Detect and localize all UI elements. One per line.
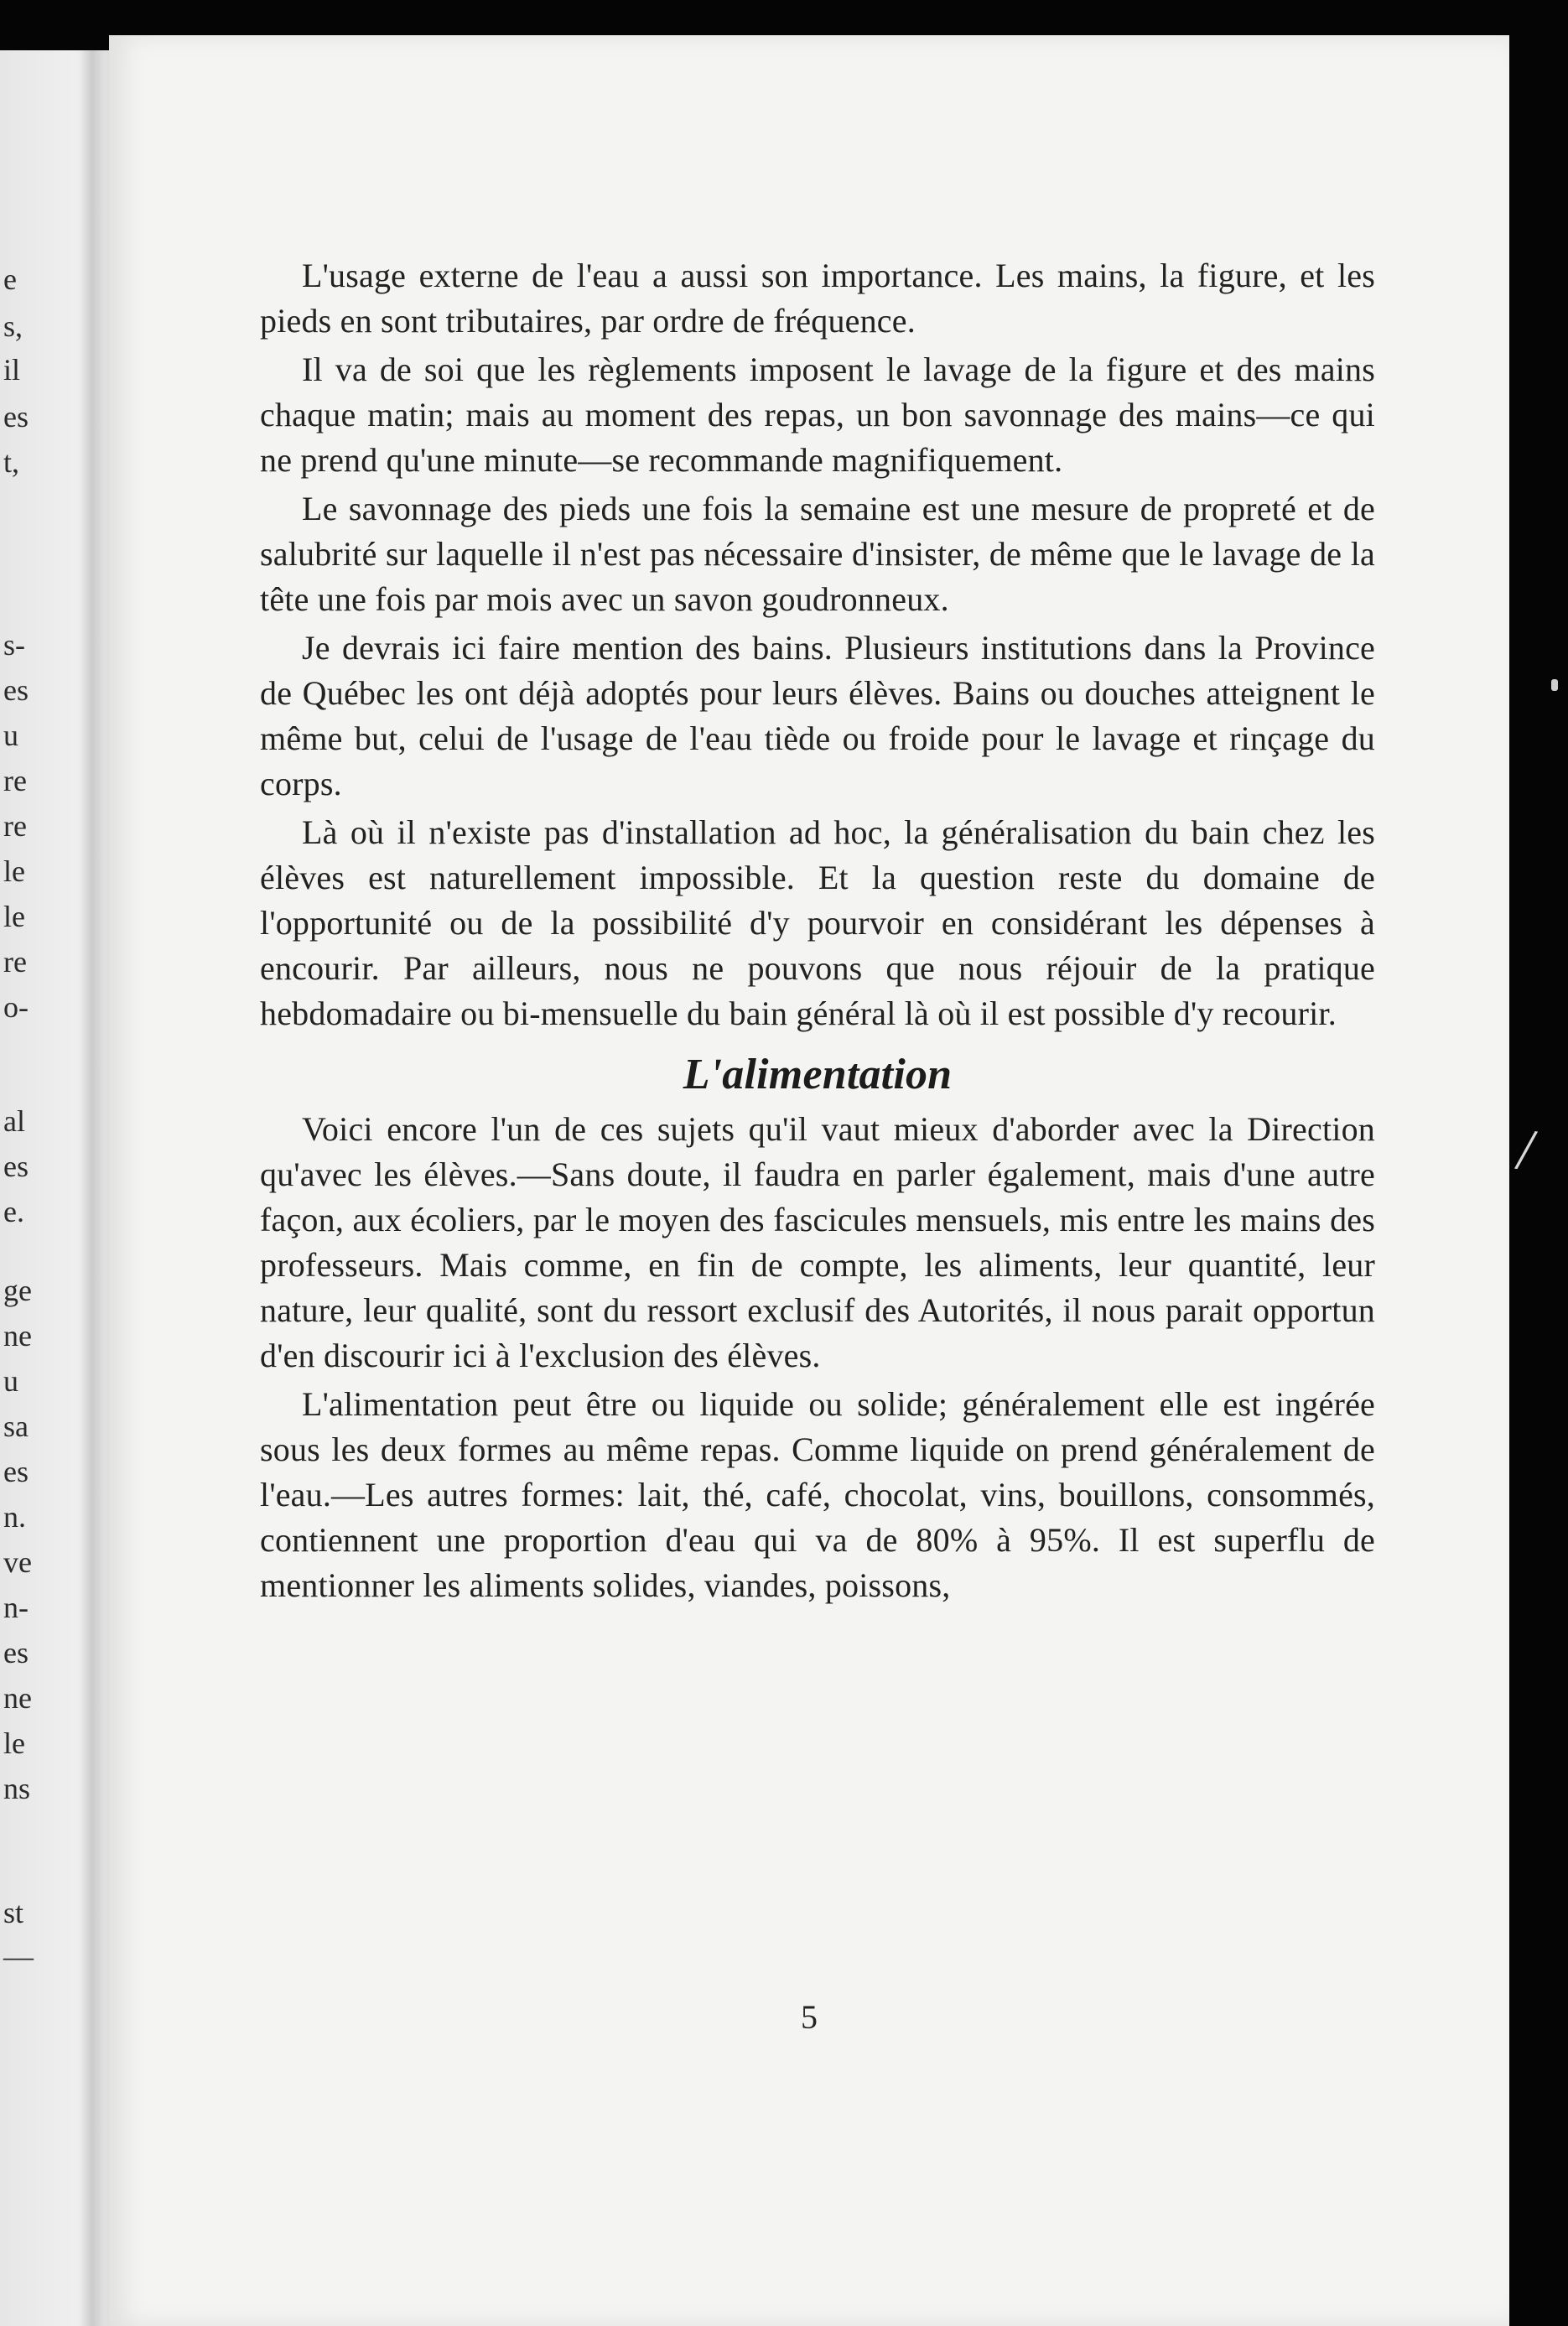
scan-artifact-mark: / <box>1512 1114 1540 1185</box>
fragment: n- <box>3 1591 29 1624</box>
fragment: re <box>3 809 27 843</box>
paragraph-bath-installation: Là où il n'existe pas d'installation ad hoc, la généralisation du bain chez les élèves est naturellement impossible. Et la question reste du domaine de l'opportunité ou de la possibilité d'y pourvoir en considérant les dépenses à encourir. Par ailleurs, nous ne pouvons que nous réjouir de la pratique hebdomadaire ou bi-mensuelle du bain général là où il est possible d'y recourir. <box>260 813 1375 1032</box>
fragment: u <box>3 1364 18 1398</box>
fragment: re <box>3 945 27 979</box>
fragment: le <box>3 1726 25 1760</box>
fragment: n. <box>3 1500 26 1534</box>
fragment: st <box>3 1896 24 1929</box>
paragraph-washing-rules: Il va de soi que les règlements imposent le lavage de la figure et des mains chaque matin; mais au moment des repas, un bon savonnage des mains—ce qui ne prend qu'une minute—se recommande magnifiquement. <box>260 350 1375 479</box>
fragment: al <box>3 1104 25 1138</box>
fragment: o- <box>3 990 29 1024</box>
book-gutter <box>80 50 105 2326</box>
fragment: es <box>3 673 29 707</box>
fragment: es <box>3 1150 29 1183</box>
fragment: t, <box>3 445 20 479</box>
fragment: ns <box>3 1772 31 1805</box>
fragment: e. <box>3 1195 24 1228</box>
fragment: es <box>3 1455 29 1488</box>
scan-artifact-dot <box>1551 679 1558 691</box>
left-page-fragments <box>0 0 67 2326</box>
paragraph-nutrition-intro: Voici encore l'un de ces sujets qu'il vaut mieux d'aborder avec la Direction qu'avec les élèves.—Sans doute, il faudra en parler également, mais d'une autre façon, aux écoliers, par le moyen des fascicules mensuels, mis entre les mains des professeurs. Mais comme, en fin de compte, les aliments, leur quantité, leur nature, leur qualité, sont du ressort exclusif des Autorités, il nous parait opportun d'en discourir ici à l'exclusion des élèves. <box>260 1110 1375 1374</box>
page-text-block <box>260 253 1375 1612</box>
document-page <box>109 35 1509 2326</box>
paragraph-nutrition-forms: L'alimentation peut être ou liquide ou solide; généralement elle est ingérée sous les deux formes au même repas. Comme liquide on prend généralement de l'eau.—Les autres formes: lait, thé, café, chocolat, vins, bouillons, consommés, contiennent une proportion d'eau qui va de 80% à 95%. Il est superflu de mentionner les aliments solides, viandes, poissons, <box>260 1385 1375 1604</box>
fragment: es <box>3 1636 29 1669</box>
fragment: il <box>3 353 21 387</box>
fragment: ne <box>3 1319 32 1353</box>
paragraph-baths: Je devrais ici faire mention des bains. Plusieurs institutions dans la Province de Québec les ont déjà adoptés pour leurs élèves. Bains ou douches atteignent le même but, celui de l'usage de l'eau tiède ou froide pour le lavage et rinçage du corps. <box>260 629 1375 802</box>
fragment: es <box>3 400 29 434</box>
fragment: sa <box>3 1410 29 1443</box>
section-heading: L'alimentation <box>683 1051 953 1098</box>
fragment: ve <box>3 1545 32 1579</box>
paragraph-feet-soaping: Le savonnage des pieds une fois la semaine est une mesure de propreté et de salubrité sur laquelle il n'est pas nécessaire d'insister, de même que le lavage de la tête une fois par mois avec un savon goudronneux. <box>260 490 1375 618</box>
fragment: le <box>3 900 25 933</box>
fragment: e <box>3 262 17 296</box>
fragment: s- <box>3 628 25 662</box>
fragment: s, <box>3 309 23 343</box>
fragment: ge <box>3 1274 32 1307</box>
fragment: le <box>3 854 25 888</box>
fragment: ne <box>3 1681 32 1715</box>
page-number: 5 <box>801 1998 818 2036</box>
fragment: u <box>3 719 18 752</box>
fragment: re <box>3 764 27 797</box>
fragment: — <box>3 1939 34 1973</box>
paragraph-external-use: L'usage externe de l'eau a aussi son importance. Les mains, la figure, et les pieds en sont tributaires, par ordre de fréquence. <box>260 257 1375 340</box>
